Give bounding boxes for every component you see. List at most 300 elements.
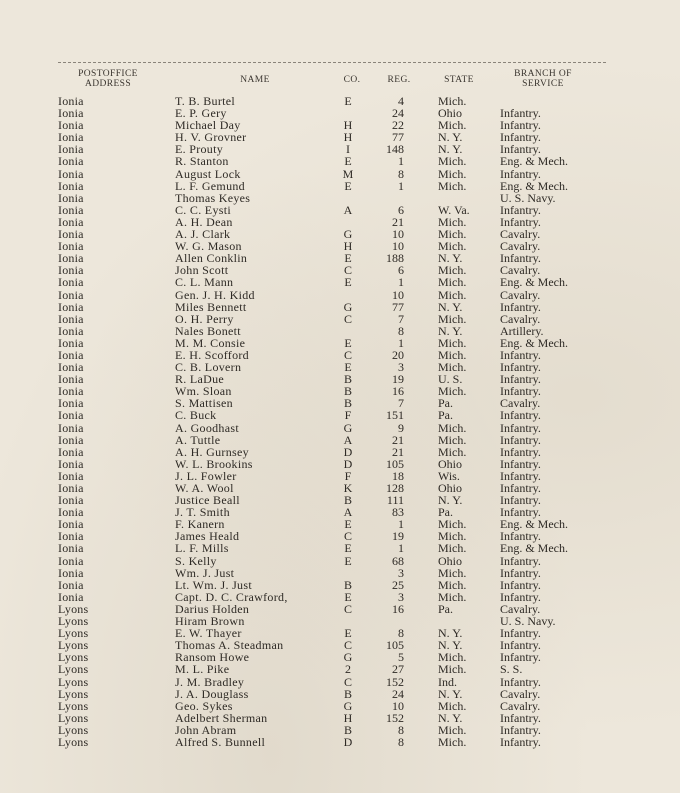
row-branch: S. S.: [500, 662, 523, 677]
row-town: Ionia: [58, 214, 84, 229]
row-name: C. Buck: [175, 408, 217, 423]
row-branch: Infantry.: [500, 734, 541, 749]
row-company: E: [344, 553, 352, 568]
table-row: [0, 639, 680, 651]
table-row: [0, 724, 680, 736]
row-state: Mich.: [438, 662, 467, 677]
table-row: [0, 313, 680, 325]
row-name: Capt. D. C. Crawford,: [175, 589, 288, 604]
row-name: W. A. Wool: [175, 481, 234, 495]
table-row: [0, 289, 680, 301]
table-row: [0, 397, 680, 409]
row-regiment: 148: [386, 142, 404, 157]
row-state: Mich.: [438, 335, 467, 350]
row-branch: Infantry.: [500, 384, 541, 399]
row-regiment: 19: [392, 529, 404, 544]
row-state: Pa.: [438, 601, 453, 616]
row-branch: Cavalry.: [500, 263, 541, 278]
row-name: M. M. Consie: [175, 335, 246, 350]
row-town: Ionia: [58, 444, 84, 459]
row-company: G: [343, 698, 353, 713]
row-branch: Infantry.: [500, 529, 541, 544]
row-branch: Infantry.: [500, 347, 541, 362]
row-branch: Infantry.: [500, 565, 541, 580]
row-branch: Infantry.: [500, 166, 541, 181]
table-row: [0, 736, 680, 748]
row-company: C: [343, 263, 352, 278]
row-regiment: 5: [398, 650, 404, 665]
table-row: [0, 482, 680, 494]
row-regiment: 4: [398, 94, 404, 108]
row-regiment: 152: [386, 710, 404, 725]
table-row: [0, 700, 680, 712]
table-row: [0, 192, 680, 204]
row-branch: Cavalry.: [500, 686, 541, 701]
row-regiment: 105: [386, 638, 404, 653]
table-row: [0, 506, 680, 518]
table-row: [0, 542, 680, 554]
row-town: Ionia: [58, 227, 84, 242]
row-company: E: [344, 178, 352, 193]
row-branch: Eng. & Mech.: [500, 541, 568, 556]
row-town: Ionia: [58, 323, 84, 338]
row-regiment: 25: [392, 577, 404, 592]
row-town: Ionia: [58, 372, 84, 387]
table-row: [0, 470, 680, 482]
row-branch: Cavalry.: [500, 396, 541, 411]
row-name: Nales Bonett: [175, 323, 241, 338]
row-branch: Eng. & Mech.: [500, 154, 568, 169]
row-name: A. Tuttle: [175, 432, 221, 447]
row-state: N. Y.: [438, 710, 463, 725]
row-state: Ohio: [438, 106, 462, 121]
row-company: D: [343, 734, 353, 749]
row-state: Mich.: [438, 263, 467, 278]
row-branch: Infantry.: [500, 481, 541, 495]
row-regiment: 8: [398, 722, 404, 737]
row-company: G: [343, 420, 353, 435]
row-town: Ionia: [58, 130, 84, 145]
table-row: [0, 688, 680, 700]
row-state: N. Y.: [438, 130, 463, 145]
row-name: F. Kanern: [175, 517, 225, 532]
row-regiment: 83: [392, 505, 404, 520]
row-town: Ionia: [58, 202, 84, 217]
header-name: [205, 75, 305, 85]
row-town: Ionia: [58, 493, 84, 508]
row-regiment: 19: [392, 372, 404, 387]
table-row: [0, 494, 680, 506]
row-branch: Infantry.: [500, 214, 541, 229]
table-row: [0, 615, 680, 627]
row-regiment: 10: [392, 287, 404, 302]
table-row: [0, 180, 680, 192]
row-town: Ionia: [58, 311, 84, 326]
row-branch: Infantry.: [500, 251, 541, 266]
table-row: [0, 676, 680, 688]
row-regiment: 18: [392, 468, 404, 483]
row-name: E. H. Scofford: [175, 347, 249, 362]
row-branch: Infantry.: [500, 118, 541, 133]
row-state: Mich.: [438, 360, 467, 375]
row-company: B: [343, 722, 352, 737]
row-town: Ionia: [58, 335, 84, 350]
row-company: E: [344, 335, 352, 350]
row-company: F: [344, 468, 352, 483]
row-branch: Infantry.: [500, 638, 541, 653]
row-branch: U. S. Navy.: [500, 190, 556, 205]
row-state: U. S.: [438, 372, 463, 387]
row-town: Ionia: [58, 408, 84, 423]
row-regiment: 68: [392, 553, 404, 568]
row-town: Ionia: [58, 541, 84, 556]
row-name: E. Prouty: [175, 142, 224, 157]
row-name: A. J. Clark: [175, 227, 231, 242]
row-name: Justice Beall: [175, 493, 240, 508]
row-branch: Infantry.: [500, 722, 541, 737]
row-name: E. P. Gery: [175, 106, 227, 121]
row-branch: Infantry.: [500, 674, 541, 689]
row-company: C: [343, 529, 352, 544]
row-branch: Artillery.: [500, 323, 544, 338]
row-town: Ionia: [58, 154, 84, 169]
row-regiment: 24: [392, 106, 404, 121]
row-state: Mich.: [438, 227, 467, 242]
row-branch: Cavalry.: [500, 311, 541, 326]
row-town: Ionia: [58, 360, 84, 375]
row-company: I: [346, 142, 350, 157]
row-company: B: [343, 396, 352, 411]
row-town: Lyons: [58, 674, 89, 689]
roster-table: [0, 95, 680, 748]
row-name: A. H. Dean: [175, 214, 233, 229]
row-branch: Infantry.: [500, 650, 541, 665]
row-regiment: 21: [392, 214, 404, 229]
table-row: [0, 603, 680, 615]
header-name-label: NAME: [240, 75, 270, 85]
row-town: Lyons: [58, 710, 89, 725]
row-regiment: 1: [398, 275, 404, 290]
header-state: [435, 75, 483, 85]
table-row: [0, 373, 680, 385]
row-state: Mich.: [438, 541, 467, 556]
row-regiment: 10: [392, 698, 404, 713]
row-company: E: [344, 154, 352, 169]
row-town: Ionia: [58, 178, 84, 193]
row-name: J. L. Fowler: [175, 468, 237, 483]
row-state: N. Y.: [438, 493, 463, 508]
row-regiment: 20: [392, 347, 404, 362]
row-name: C. L. Mann: [175, 275, 234, 290]
row-town: Ionia: [58, 481, 84, 495]
row-town: Ionia: [58, 505, 84, 520]
table-row: [0, 663, 680, 675]
row-name: James Heald: [175, 529, 240, 544]
row-company: G: [343, 299, 353, 314]
table-row: [0, 555, 680, 567]
row-branch: Infantry.: [500, 577, 541, 592]
row-state: Mich.: [438, 432, 467, 447]
row-state: Pa.: [438, 396, 453, 411]
row-town: Lyons: [58, 638, 89, 653]
table-row: [0, 131, 680, 143]
row-name: O. H. Perry: [175, 311, 234, 326]
row-state: Wis.: [438, 468, 460, 483]
row-name: Wm. J. Just: [175, 565, 235, 580]
row-regiment: 10: [392, 227, 404, 242]
row-regiment: 111: [386, 493, 404, 508]
row-name: M. L. Pike: [175, 662, 230, 677]
row-regiment: 1: [398, 541, 404, 556]
row-branch: Infantry.: [500, 493, 541, 508]
row-branch: Infantry.: [500, 420, 541, 435]
row-branch: Infantry.: [500, 468, 541, 483]
row-branch: Infantry.: [500, 553, 541, 568]
row-branch: Infantry.: [500, 106, 541, 121]
row-name: Ransom Howe: [175, 650, 250, 665]
table-row: [0, 276, 680, 288]
row-state: Ohio: [438, 553, 462, 568]
row-town: Ionia: [58, 553, 84, 568]
row-company: C: [343, 311, 352, 326]
row-branch: Infantry.: [500, 130, 541, 145]
row-name: J. T. Smith: [175, 505, 230, 520]
row-regiment: 16: [392, 601, 404, 616]
row-state: Mich.: [438, 565, 467, 580]
row-town: Ionia: [58, 287, 84, 302]
row-town: Ionia: [58, 468, 84, 483]
row-name: August Lock: [175, 166, 241, 181]
row-company: H: [343, 118, 353, 133]
row-name: W. G. Mason: [175, 239, 242, 254]
table-row: [0, 228, 680, 240]
header-branch-line2: SERVICE: [522, 79, 564, 89]
row-town: Lyons: [58, 686, 89, 701]
row-company: C: [343, 601, 352, 616]
row-branch: Cavalry.: [500, 239, 541, 254]
row-name: Geo. Sykes: [175, 698, 233, 713]
row-town: Ionia: [58, 239, 84, 254]
row-regiment: 8: [398, 734, 404, 749]
row-company: E: [344, 541, 352, 556]
table-row: [0, 119, 680, 131]
header-branch-line1: BRANCH OF: [514, 69, 572, 79]
row-town: Ionia: [58, 432, 84, 447]
row-regiment: 128: [386, 481, 404, 495]
table-row: [0, 385, 680, 397]
table-row: [0, 168, 680, 180]
row-town: Lyons: [58, 734, 89, 749]
row-branch: Eng. & Mech.: [500, 517, 568, 532]
row-branch: Infantry.: [500, 372, 541, 387]
table-row: [0, 651, 680, 663]
row-regiment: 10: [392, 239, 404, 254]
row-name: A. H. Gurnsey: [175, 444, 249, 459]
row-branch: Infantry.: [500, 142, 541, 157]
row-regiment: 21: [392, 432, 404, 447]
row-state: Mich.: [438, 420, 467, 435]
row-name: A. Goodhast: [175, 420, 239, 435]
row-town: Ionia: [58, 251, 84, 266]
row-name: J. M. Bradley: [175, 674, 245, 689]
row-state: Mich.: [438, 214, 467, 229]
row-state: Mich.: [438, 589, 467, 604]
row-state: Ohio: [438, 481, 462, 495]
row-company: A: [343, 432, 353, 447]
row-name: S. Kelly: [175, 553, 217, 568]
row-town: Ionia: [58, 589, 84, 604]
row-company: E: [344, 251, 352, 266]
table-row: [0, 143, 680, 155]
row-town: Ionia: [58, 384, 84, 399]
row-company: E: [344, 589, 352, 604]
row-town: Ionia: [58, 529, 84, 544]
table-row: [0, 446, 680, 458]
row-company: F: [344, 408, 352, 423]
row-town: Ionia: [58, 118, 84, 133]
row-state: Ind.: [438, 674, 457, 689]
row-branch: Cavalry.: [500, 287, 541, 302]
row-name: L. F. Gemund: [175, 178, 245, 193]
row-town: Lyons: [58, 662, 89, 677]
row-state: Pa.: [438, 505, 453, 520]
row-town: Lyons: [58, 601, 89, 616]
row-state: Mich.: [438, 94, 467, 108]
row-name: Hiram Brown: [175, 614, 245, 629]
row-state: N. Y.: [438, 299, 463, 314]
row-state: Mich.: [438, 239, 467, 254]
row-state: Mich.: [438, 444, 467, 459]
table-row: [0, 361, 680, 373]
row-state: N. Y.: [438, 323, 463, 338]
row-regiment: 3: [398, 360, 404, 375]
row-branch: Infantry.: [500, 432, 541, 447]
row-regiment: 9: [398, 420, 404, 435]
row-regiment: 1: [398, 517, 404, 532]
row-town: Ionia: [58, 263, 84, 278]
row-branch: Infantry.: [500, 299, 541, 314]
header-postoffice-line1: POSTOFFICE: [78, 69, 138, 79]
row-state: N. Y.: [438, 142, 463, 157]
row-branch: Infantry.: [500, 589, 541, 604]
row-regiment: 188: [386, 251, 404, 266]
row-name: S. Mattisen: [175, 396, 233, 411]
row-regiment: 7: [398, 396, 404, 411]
row-name: Michael Day: [175, 118, 241, 133]
row-branch: Eng. & Mech.: [500, 178, 568, 193]
row-regiment: 16: [392, 384, 404, 399]
table-row: [0, 458, 680, 470]
row-state: Mich.: [438, 734, 467, 749]
table-row: [0, 204, 680, 216]
header-rule: [58, 62, 606, 63]
row-state: N. Y.: [438, 638, 463, 653]
row-town: Ionia: [58, 275, 84, 290]
row-town: Lyons: [58, 626, 89, 641]
row-town: Ionia: [58, 142, 84, 157]
row-regiment: 7: [398, 311, 404, 326]
row-name: Gen. J. H. Kidd: [175, 287, 255, 302]
row-state: Mich.: [438, 287, 467, 302]
header-postoffice-address: [58, 69, 158, 89]
table-row: [0, 530, 680, 542]
row-state: Mich.: [438, 384, 467, 399]
table-row: [0, 155, 680, 167]
row-name: Wm. Sloan: [175, 384, 232, 399]
header-postoffice-line2: ADDRESS: [84, 79, 132, 89]
row-company: E: [344, 517, 352, 532]
row-regiment: 3: [398, 565, 404, 580]
row-company: H: [343, 130, 353, 145]
header-state-label: STATE: [444, 75, 474, 85]
row-regiment: 1: [398, 335, 404, 350]
row-name: E. W. Thayer: [175, 626, 242, 641]
row-company: A: [343, 505, 353, 520]
row-company: 2: [345, 662, 351, 677]
row-regiment: 21: [392, 444, 404, 459]
row-company: B: [343, 493, 352, 508]
row-company: M: [342, 166, 354, 181]
row-company: G: [343, 227, 353, 242]
row-company: G: [343, 650, 353, 665]
table-row: [0, 240, 680, 252]
row-state: Mich.: [438, 166, 467, 181]
table-row: [0, 422, 680, 434]
row-state: Mich.: [438, 347, 467, 362]
row-name: H. V. Grovner: [175, 130, 247, 145]
row-name: Allen Conklin: [175, 251, 248, 266]
row-branch: Cavalry.: [500, 601, 541, 616]
table-row: [0, 627, 680, 639]
header-co-label: CO.: [343, 75, 361, 85]
row-company: E: [344, 360, 352, 375]
row-town: Ionia: [58, 347, 84, 362]
row-name: Adelbert Sherman: [175, 710, 268, 725]
table-row: [0, 337, 680, 349]
row-town: Ionia: [58, 396, 84, 411]
row-company: B: [343, 384, 352, 399]
table-row: [0, 591, 680, 603]
row-branch: Cavalry.: [500, 698, 541, 713]
row-state: Pa.: [438, 408, 453, 423]
row-branch: Infantry.: [500, 505, 541, 520]
row-name: C. C. Eysti: [175, 202, 231, 217]
row-state: Mich.: [438, 517, 467, 532]
row-town: Ionia: [58, 420, 84, 435]
table-row: [0, 349, 680, 361]
row-town: Ionia: [58, 577, 84, 592]
row-town: Ionia: [58, 190, 84, 205]
row-name: Darius Holden: [175, 601, 250, 616]
row-company: D: [343, 444, 353, 459]
row-name: R. Stanton: [175, 154, 229, 169]
row-company: B: [343, 577, 352, 592]
table-row: [0, 409, 680, 421]
row-regiment: 27: [392, 662, 404, 677]
row-name: Lt. Wm. J. Just: [175, 577, 252, 592]
row-company: E: [344, 94, 352, 108]
table-row: [0, 252, 680, 264]
row-town: Ionia: [58, 94, 84, 108]
header-branch-of-service: [498, 69, 588, 89]
row-regiment: 152: [386, 674, 404, 689]
row-regiment: 8: [398, 626, 404, 641]
row-regiment: 22: [392, 118, 404, 133]
row-branch: Infantry.: [500, 444, 541, 459]
row-company: E: [344, 275, 352, 290]
header-company: [337, 75, 367, 85]
row-company: C: [343, 638, 352, 653]
